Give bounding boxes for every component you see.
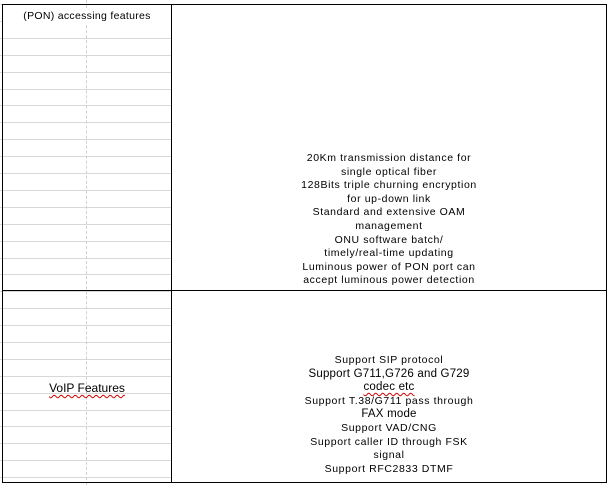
- text-line: Support T.38/G711 pass through: [304, 394, 474, 407]
- text-line-span: codec etc: [363, 381, 415, 394]
- text-line: Support VAD/CNG: [341, 421, 437, 434]
- voip-features-label: [3, 381, 171, 395]
- text-line: accept luminous power detection: [303, 274, 475, 287]
- text-line: timely/real-time updating: [324, 247, 454, 260]
- text-line: ONU software batch/: [334, 233, 444, 246]
- voip-features-label-text: VoIP Features: [49, 381, 125, 395]
- pon-features-label-cell[interactable]: [2, 4, 172, 291]
- text-line: FAX mode: [361, 408, 417, 421]
- text-line: Support caller ID through FSK: [310, 435, 468, 448]
- voip-features-description: [172, 354, 606, 476]
- text-line: Luminous power of PON port can: [302, 260, 476, 273]
- text-line: management: [355, 219, 423, 232]
- text-line: Standard and extensive OAM: [312, 206, 466, 219]
- pon-features-description-cell[interactable]: [171, 4, 607, 291]
- pon-features-description: [172, 152, 606, 288]
- text-line: Support RFC2833 DTMF: [324, 462, 454, 475]
- text-line: [172, 381, 606, 395]
- voip-features-description-cell[interactable]: [171, 290, 607, 483]
- pon-features-label: (PON) accessing features: [3, 9, 171, 23]
- text-line: 128Bits triple churning encryption: [301, 179, 477, 192]
- text-line: Support SIP protocol: [334, 354, 444, 366]
- text-line: signal: [373, 449, 405, 462]
- voip-features-label-cell[interactable]: [2, 290, 172, 483]
- text-line: 20Km transmission distance for: [306, 152, 472, 164]
- text-line: for up-down link: [347, 192, 431, 205]
- text-line: single optical fiber: [340, 165, 438, 178]
- text-line: Support G711,G726 and G729: [308, 367, 470, 380]
